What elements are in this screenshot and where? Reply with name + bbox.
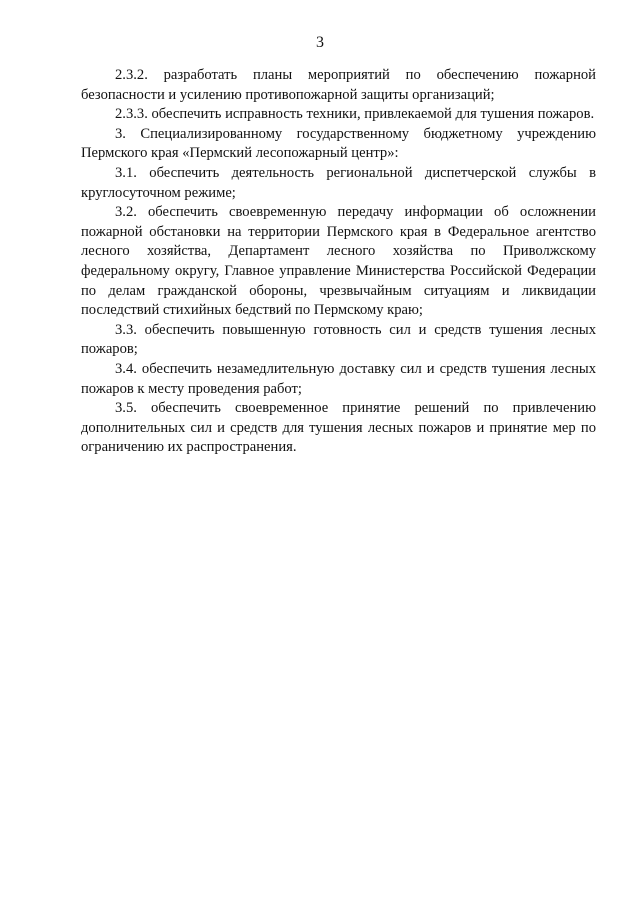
document-body bbox=[81, 66, 596, 458]
paragraph-3-5: 3.5. обеспечить своевременное принятие решений по привлечению дополнительных сил и средств для тушения лесных пожаров и принятие мер по ограничению их распространения. bbox=[81, 400, 596, 456]
paragraph-2-3-3: 2.3.3. обеспечить исправность техники, привлекаемой для тушения пожаров. bbox=[115, 106, 595, 123]
paragraph-3-3: 3.3. обеспечить повышенную готовность сил и средств тушения лесных пожаров; bbox=[81, 321, 596, 358]
paragraph-2-3-2: 2.3.2. разработать планы мероприятий по обеспечению пожарной безопасности и усилению противопожарной защиты организаций; bbox=[81, 67, 596, 103]
page-number: 3 bbox=[316, 34, 324, 51]
paragraph-3-2: 3.2. обеспечить своевременную передачу информации об осложнении пожарной обстановки на территории Пермского края в Федеральное агентство лесного хозяйства, Департамент лесного хозяйства по Приволжскому федеральному округу, Главное управление Министерства Российской Федерации по делам гражданской обороны, чрезвычайным ситуациям и ликвидации последствий стихийных бедствий по Пермскому краю; bbox=[81, 204, 596, 319]
paragraph-3: 3. Специализированному государственному бюджетному учреждению Пермского края «Пермский лесопожарный центр»: bbox=[81, 125, 596, 162]
paragraph-3-1: 3.1. обеспечить деятельность региональной диспетчерской службы в круглосуточном режиме; bbox=[81, 164, 596, 201]
paragraph-3-4: 3.4. обеспечить незамедлительную доставку сил и средств тушения лесных пожаров к месту проведения работ; bbox=[81, 360, 596, 397]
